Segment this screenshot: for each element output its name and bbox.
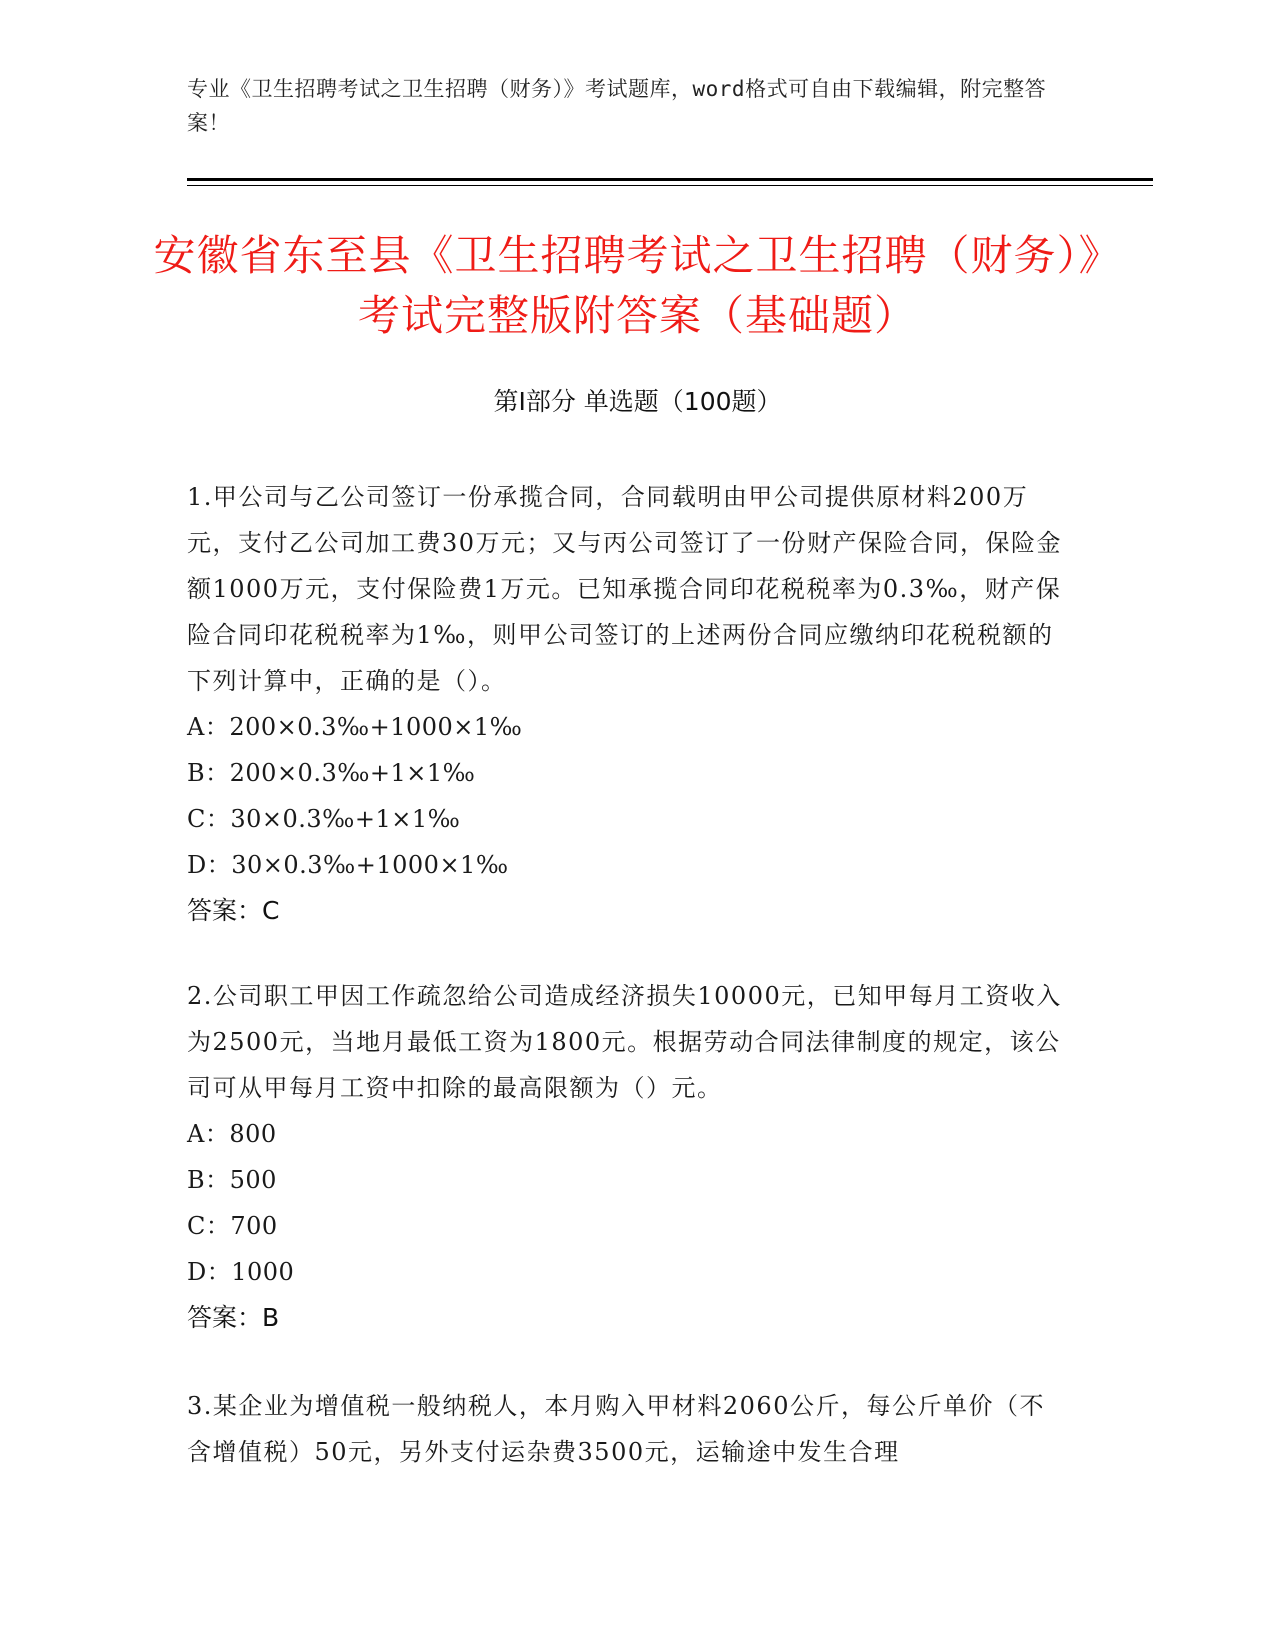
option-b: B：200×0.3‰+1×1‰ (187, 759, 476, 787)
question-2 (187, 973, 1067, 1341)
header-rule-thick (187, 178, 1153, 181)
question-stem: 3.某企业为增值税一般纳税人，本月购入甲材料2060公斤，每公斤单价（不含增值税）50元，另外支付运杂费3500元，运输途中发生合理 (187, 1392, 1045, 1466)
option-b: B：500 (187, 1166, 277, 1194)
answer-line: 答案：B (187, 1303, 280, 1332)
question-stem: 1.甲公司与乙公司签订一份承揽合同，合同载明由甲公司提供原材料200万元，支付乙公司加工费30万元；又与丙公司签订了一份财产保险合同，保险金额1000万元，支付保险费1万元。已知承揽合同印花税税率为0.3‰，财产保险合同印花税税率为1‰，则甲公司签订的上述两份合同应缴纳印花税税额的下列计算中，正确的是（）。 (187, 483, 1063, 695)
option-c: C：700 (187, 1212, 278, 1240)
question-stem: 2.公司职工甲因工作疏忽给公司造成经济损失10000元，已知甲每月工资收入为2500元，当地月最低工资为1800元。根据劳动合同法律制度的规定，该公司可从甲每月工资中扣除的最高限额为（）元。 (187, 982, 1062, 1102)
question-3 (187, 1383, 1067, 1475)
option-c: C：30×0.3‰+1×1‰ (187, 805, 461, 833)
answer-line: 答案：C (187, 896, 280, 925)
option-a: A：200×0.3‰+1000×1‰ (187, 713, 523, 741)
header-note: 专业《卫生招聘考试之卫生招聘（财务）》考试题库，word格式可自由下载编辑，附完整答案！ (187, 77, 1047, 135)
option-a: A：800 (187, 1120, 277, 1148)
question-1 (187, 474, 1067, 934)
option-d: D：1000 (187, 1258, 295, 1286)
option-d: D：30×0.3‰+1000×1‰ (187, 851, 509, 879)
document-title: 安徽省东至县《卫生招聘考试之卫生招聘（财务）》考试完整版附答案（基础题） (153, 231, 1122, 340)
header-rule-thin (187, 185, 1153, 186)
section-title: 第Ⅰ部分 单选题（100题） (493, 387, 782, 416)
